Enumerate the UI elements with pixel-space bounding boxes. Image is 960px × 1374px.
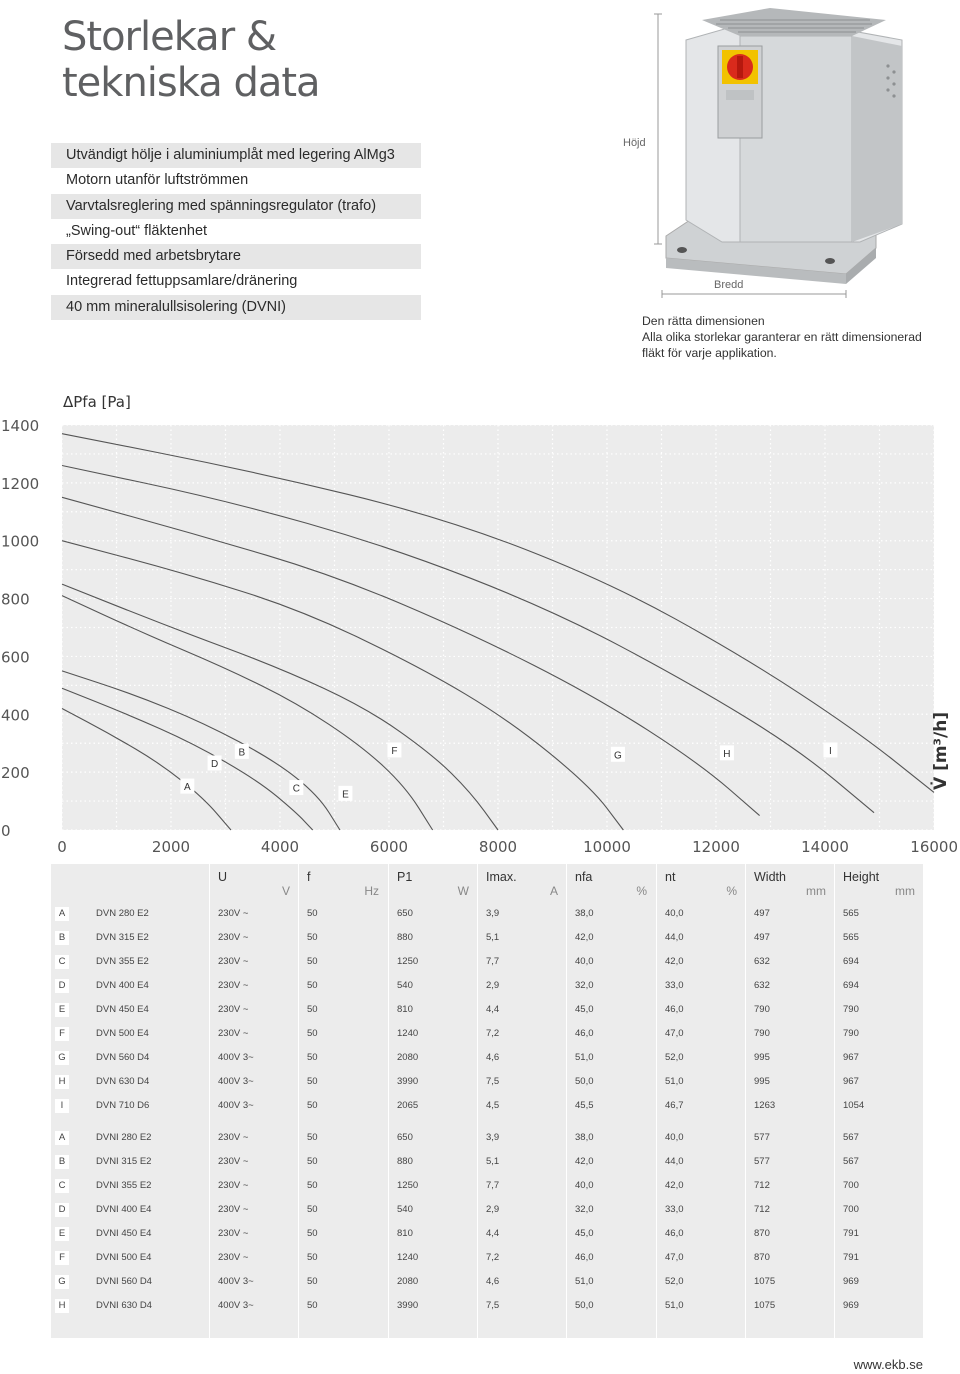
table-cell: 870 — [754, 1228, 770, 1239]
table-cell: 46,0 — [575, 1252, 594, 1263]
table-cell: 969 — [843, 1300, 859, 1311]
width-label: Bredd — [714, 279, 744, 291]
table-cell: 1240 — [397, 1028, 419, 1039]
title-line-2: tekniska data — [62, 60, 320, 106]
table-cell: 50 — [307, 1028, 318, 1039]
table-cell: 50 — [307, 1180, 318, 1191]
model-name: DVN 710 D6 — [96, 1100, 150, 1111]
table-cell: 497 — [754, 908, 770, 919]
table-cell: 42,0 — [575, 932, 594, 943]
table-cell: 50 — [307, 932, 318, 943]
table-cell: 50 — [307, 1276, 318, 1287]
feature-item: Varvtalsreglering med spänningsregulator (trafo) — [51, 194, 421, 219]
table-cell: 230V ~ — [218, 1004, 249, 1015]
table-cell: 45,5 — [575, 1100, 594, 1111]
model-name: DVN 355 E2 — [96, 956, 149, 967]
column-unit: W — [457, 884, 469, 898]
x-tick-label: 0 — [57, 838, 67, 856]
table-cell: 1240 — [397, 1252, 419, 1263]
x-tick-label: 14000 — [801, 838, 849, 856]
model-name: DVNI 280 E2 — [96, 1132, 152, 1143]
table-cell: 51,0 — [575, 1276, 594, 1287]
curve-label-e: E — [342, 789, 349, 801]
table-cell: 995 — [754, 1052, 770, 1063]
description-heading: Den rätta dimensionen — [642, 314, 765, 328]
column-header: f — [307, 870, 311, 884]
row-letter: C — [55, 1179, 69, 1193]
table-cell: 230V ~ — [218, 908, 249, 919]
table-cell: 230V ~ — [218, 932, 249, 943]
table-row — [51, 1094, 923, 1118]
table-cell: 40,0 — [575, 1180, 594, 1191]
table-row — [51, 1222, 923, 1246]
table-cell: 540 — [397, 980, 413, 991]
y-tick-label: 0 — [1, 822, 11, 840]
column-header: Width — [754, 870, 786, 884]
table-cell: 577 — [754, 1156, 770, 1167]
feature-item: Motorn utanför luftströmmen — [66, 172, 249, 189]
model-name: DVNI 315 E2 — [96, 1156, 152, 1167]
table-cell: 400V 3~ — [218, 1300, 254, 1311]
table-row — [51, 1198, 923, 1222]
table-row — [51, 950, 923, 974]
column-unit: mm — [806, 884, 826, 898]
table-cell: 47,0 — [665, 1028, 684, 1039]
table-cell: 967 — [843, 1052, 859, 1063]
column-unit: % — [726, 884, 737, 898]
column-header: Height — [843, 870, 880, 884]
table-cell: 400V 3~ — [218, 1052, 254, 1063]
table-cell: 40,0 — [665, 1132, 684, 1143]
table-cell: 791 — [843, 1228, 859, 1239]
row-letter: G — [55, 1051, 69, 1065]
table-cell: 230V ~ — [218, 956, 249, 967]
product-image — [620, 6, 920, 306]
table-cell: 45,0 — [575, 1228, 594, 1239]
table-row — [51, 1070, 923, 1094]
row-letter: F — [55, 1251, 69, 1265]
table-cell: 880 — [397, 932, 413, 943]
row-letter: A — [55, 1131, 69, 1145]
table-cell: 230V ~ — [218, 1204, 249, 1215]
table-cell: 52,0 — [665, 1052, 684, 1063]
model-name: DVN 315 E2 — [96, 932, 149, 943]
table-cell: 230V ~ — [218, 1156, 249, 1167]
table-cell: 33,0 — [665, 980, 684, 991]
table-cell: 712 — [754, 1204, 770, 1215]
table-cell: 810 — [397, 1228, 413, 1239]
row-letter: F — [55, 1027, 69, 1041]
table-cell: 2065 — [397, 1100, 419, 1111]
x-tick-label: 10000 — [583, 838, 631, 856]
table-cell: 33,0 — [665, 1204, 684, 1215]
table-cell: 47,0 — [665, 1252, 684, 1263]
table-cell: 790 — [843, 1004, 859, 1015]
table-cell: 810 — [397, 1004, 413, 1015]
table-row — [51, 1294, 923, 1318]
model-name: DVN 500 E4 — [96, 1028, 149, 1039]
table-cell: 38,0 — [575, 1132, 594, 1143]
table-row — [51, 1174, 923, 1198]
table-row — [51, 974, 923, 998]
table-cell: 567 — [843, 1132, 859, 1143]
title-line-1: Storlekar & — [62, 14, 277, 60]
table-cell: 42,0 — [665, 1180, 684, 1191]
table-row — [51, 1126, 923, 1150]
roof-fan-illustration — [620, 6, 920, 306]
table-cell: 40,0 — [665, 908, 684, 919]
feature-list — [51, 143, 421, 320]
table-cell: 4,4 — [486, 1228, 500, 1239]
table-cell: 50 — [307, 1156, 318, 1167]
table-cell: 46,0 — [665, 1228, 684, 1239]
row-letter: B — [55, 1155, 69, 1169]
table-cell: 497 — [754, 932, 770, 943]
table-row — [51, 902, 923, 926]
model-name: DVNI 630 D4 — [96, 1300, 152, 1311]
table-cell: 790 — [843, 1028, 859, 1039]
row-letter: C — [55, 955, 69, 969]
table-cell: 400V 3~ — [218, 1276, 254, 1287]
column-header: nfa — [575, 870, 593, 884]
y-tick-label: 600 — [1, 648, 30, 667]
table-row — [51, 1046, 923, 1070]
table-row — [51, 1270, 923, 1294]
model-name: DVN 560 D4 — [96, 1052, 150, 1063]
table-cell: 7,5 — [486, 1300, 500, 1311]
table-cell: 650 — [397, 908, 413, 919]
table-cell: 46,7 — [665, 1100, 684, 1111]
x-tick-label: 2000 — [151, 838, 191, 856]
table-cell: 40,0 — [575, 956, 594, 967]
table-cell: 50 — [307, 1228, 318, 1239]
table-cell: 50,0 — [575, 1300, 594, 1311]
row-letter: D — [55, 979, 69, 993]
x-tick-label: 4000 — [260, 838, 300, 856]
table-cell: 880 — [397, 1156, 413, 1167]
feature-item: 40 mm mineralullsisolering (DVNI) — [51, 295, 421, 320]
table-cell: 4,4 — [486, 1004, 500, 1015]
table-cell: 3990 — [397, 1300, 419, 1311]
model-name: DVNI 560 D4 — [96, 1276, 152, 1287]
table-cell: 967 — [843, 1076, 859, 1087]
table-cell: 46,0 — [665, 1004, 684, 1015]
model-name: DVNI 500 E4 — [96, 1252, 152, 1263]
model-name: DVN 450 E4 — [96, 1004, 149, 1015]
table-cell: 50 — [307, 1076, 318, 1087]
table-cell: 650 — [397, 1132, 413, 1143]
table-cell: 7,7 — [486, 1180, 500, 1191]
y-tick-label: 1200 — [1, 474, 40, 493]
curve-label-c: C — [292, 783, 300, 795]
table-cell: 50 — [307, 1300, 318, 1311]
curve-label-b: B — [238, 747, 246, 759]
table-cell: 32,0 — [575, 980, 594, 991]
table-cell: 2,9 — [486, 1204, 500, 1215]
table-cell: 230V ~ — [218, 1028, 249, 1039]
table-cell: 50 — [307, 1052, 318, 1063]
table-cell: 32,0 — [575, 1204, 594, 1215]
row-letter: A — [55, 907, 69, 921]
model-name: DVN 280 E2 — [96, 908, 149, 919]
table-cell: 51,0 — [665, 1076, 684, 1087]
table-cell: 4,6 — [486, 1052, 500, 1063]
table-cell: 230V ~ — [218, 980, 249, 991]
table-cell: 7,7 — [486, 956, 500, 967]
table-cell: 5,1 — [486, 932, 500, 943]
table-cell: 3,9 — [486, 1132, 500, 1143]
y-tick-label: 400 — [1, 706, 30, 725]
curve-label-g: G — [614, 750, 622, 762]
table-cell: 44,0 — [665, 932, 684, 943]
table-cell: 44,0 — [665, 1156, 684, 1167]
table-cell: 2,9 — [486, 980, 500, 991]
table-cell: 7,5 — [486, 1076, 500, 1087]
model-name: DVNI 355 E2 — [96, 1180, 152, 1191]
y-tick-label: 1400 — [1, 417, 40, 435]
table-cell: 632 — [754, 980, 770, 991]
table-cell: 230V ~ — [218, 1252, 249, 1263]
table-row — [51, 1150, 923, 1174]
row-letter: H — [55, 1299, 69, 1313]
curve-label-i: I — [829, 745, 832, 757]
x-tick-label: 8000 — [478, 838, 518, 856]
y-tick-label: 800 — [1, 590, 30, 609]
table-cell: 51,0 — [665, 1300, 684, 1311]
table-cell: 969 — [843, 1276, 859, 1287]
table-row — [51, 1246, 923, 1270]
column-header: P1 — [397, 870, 413, 884]
row-letter: H — [55, 1075, 69, 1089]
fan-performance-chart — [0, 380, 960, 860]
table-cell: 1263 — [754, 1100, 776, 1111]
table-cell: 1250 — [397, 956, 419, 967]
y-axis-ticks — [1, 417, 39, 840]
table-cell: 5,1 — [486, 1156, 500, 1167]
table-cell: 790 — [754, 1004, 770, 1015]
column-header: Imax. — [486, 870, 517, 884]
table-row — [51, 998, 923, 1022]
footer-url[interactable]: www.ekb.se — [853, 1357, 923, 1372]
table-cell: 791 — [843, 1252, 859, 1263]
table-cell: 995 — [754, 1076, 770, 1087]
table-cell: 230V ~ — [218, 1180, 249, 1191]
feature-item: „Swing-out“ fläktenhet — [66, 222, 208, 239]
curve-label-h: H — [723, 748, 731, 760]
table-row — [51, 926, 923, 950]
table-cell: 1075 — [754, 1300, 776, 1311]
x-tick-label: 12000 — [692, 838, 740, 856]
table-cell: 50 — [307, 1204, 318, 1215]
model-name: DVNI 450 E4 — [96, 1228, 152, 1239]
table-cell: 1250 — [397, 1180, 419, 1191]
table-cell: 2080 — [397, 1052, 419, 1063]
y-tick-label: 1000 — [1, 532, 40, 551]
curve-label-d: D — [210, 758, 219, 770]
row-letter: D — [55, 1203, 69, 1217]
curve-label-f: F — [391, 745, 398, 757]
table-cell: 870 — [754, 1252, 770, 1263]
table-cell: 45,0 — [575, 1004, 594, 1015]
table-cell: 46,0 — [575, 1028, 594, 1039]
x-tick-label: 16000 — [910, 838, 958, 856]
x-axis-ticks — [57, 838, 958, 856]
x-axis-label: V̇ [m³/h] — [931, 711, 951, 790]
table-cell: 2080 — [397, 1276, 419, 1287]
column-unit: Hz — [364, 884, 379, 898]
description — [642, 313, 942, 361]
feature-item: Försedd med arbetsbrytare — [51, 244, 421, 269]
table-cell: 50 — [307, 980, 318, 991]
table-cell: 712 — [754, 1180, 770, 1191]
table-cell: 790 — [754, 1028, 770, 1039]
table-cell: 230V ~ — [218, 1228, 249, 1239]
page-title — [62, 14, 320, 106]
table-cell: 4,6 — [486, 1276, 500, 1287]
table-cell: 565 — [843, 932, 859, 943]
table-cell: 51,0 — [575, 1052, 594, 1063]
table-cell: 694 — [843, 980, 859, 991]
table-cell: 7,2 — [486, 1028, 500, 1039]
model-name: DVNI 400 E4 — [96, 1204, 152, 1215]
y-axis-label: ΔPfa [Pa] — [63, 393, 131, 411]
table-cell: 50 — [307, 908, 318, 919]
table-cell: 42,0 — [665, 956, 684, 967]
height-label: Höjd — [623, 137, 646, 149]
row-letter: E — [55, 1003, 69, 1017]
table-cell: 567 — [843, 1156, 859, 1167]
table-cell: 632 — [754, 956, 770, 967]
row-letter: I — [55, 1099, 69, 1113]
x-tick-label: 6000 — [369, 838, 409, 856]
table-cell: 230V ~ — [218, 1132, 249, 1143]
feature-item: Integrerad fettuppsamlare/dränering — [66, 273, 298, 290]
table-cell: 577 — [754, 1132, 770, 1143]
column-header: nt — [665, 870, 676, 884]
table-cell: 42,0 — [575, 1156, 594, 1167]
table-cell: 50 — [307, 956, 318, 967]
curve-label-a: A — [184, 782, 191, 794]
table-cell: 400V 3~ — [218, 1076, 254, 1087]
table-cell: 700 — [843, 1180, 859, 1191]
table-cell: 1075 — [754, 1276, 776, 1287]
table-cell: 4,5 — [486, 1100, 500, 1111]
technical-data-table — [51, 864, 923, 1338]
column-unit: mm — [895, 884, 915, 898]
table-cell: 3,9 — [486, 908, 500, 919]
table-cell: 694 — [843, 956, 859, 967]
feature-item: Utvändigt hölje i aluminiumplåt med legering AlMg3 — [51, 143, 421, 168]
table-cell: 7,2 — [486, 1252, 500, 1263]
table-cell: 700 — [843, 1204, 859, 1215]
column-unit: A — [549, 884, 558, 898]
model-name: DVN 400 E4 — [96, 980, 149, 991]
model-name: DVN 630 D4 — [96, 1076, 150, 1087]
row-letter: E — [55, 1227, 69, 1241]
table-cell: 52,0 — [665, 1276, 684, 1287]
y-tick-label: 200 — [1, 764, 30, 783]
row-letter: B — [55, 931, 69, 945]
table-cell: 3990 — [397, 1076, 419, 1087]
table-cell: 50 — [307, 1132, 318, 1143]
column-unit: V — [281, 884, 290, 898]
table-cell: 50 — [307, 1100, 318, 1111]
table-cell: 50 — [307, 1004, 318, 1015]
table-cell: 400V 3~ — [218, 1100, 254, 1111]
column-header: U — [218, 870, 228, 884]
table-cell: 1054 — [843, 1100, 865, 1111]
table-row — [51, 1022, 923, 1046]
table-cell: 50,0 — [575, 1076, 594, 1087]
table-cell: 50 — [307, 1252, 318, 1263]
column-unit: % — [636, 884, 647, 898]
table-cell: 565 — [843, 908, 859, 919]
row-letter: G — [55, 1275, 69, 1289]
description-text: Alla olika storlekar garanterar en rätt dimensionerad fläkt för varje applikation. — [642, 330, 922, 360]
table-cell: 38,0 — [575, 908, 594, 919]
table-cell: 540 — [397, 1204, 413, 1215]
